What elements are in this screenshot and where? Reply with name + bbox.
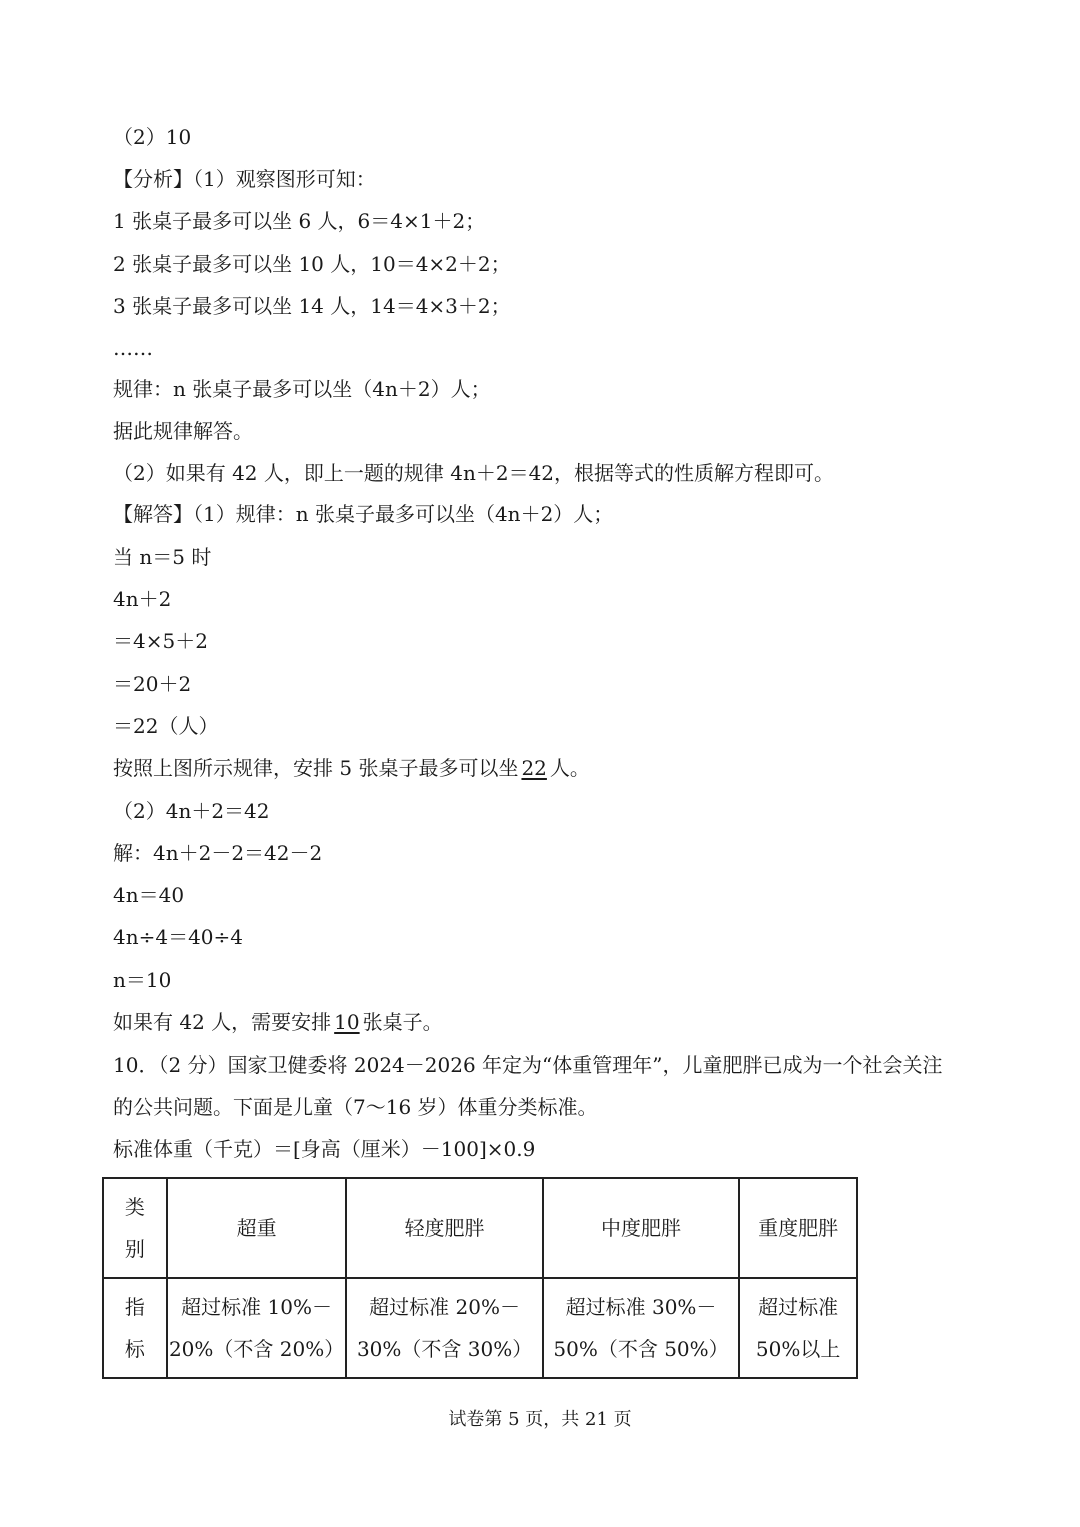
text-line: ……	[113, 336, 153, 360]
table-header-cell: 指 标	[103, 1278, 167, 1378]
text-line: 4n＋2	[113, 587, 172, 611]
text-line: ＝20＋2	[113, 672, 192, 696]
weight-classification-table	[102, 1177, 858, 1379]
indicator-cell: 超过标准 50%以上	[739, 1278, 857, 1378]
text-line: （2）4n＋2＝42	[113, 799, 270, 823]
page-footer: 试卷第 5 页，共 21 页	[448, 1409, 632, 1430]
text-line: 3 张桌子最多可以坐 14 人，14＝4×3＋2；	[113, 294, 511, 318]
answer-blank: 22	[521, 756, 547, 780]
indicator-cell: 超过标准 10%－ 20%（不含 20%）	[167, 1278, 347, 1378]
text-line: （2）如果有 42 人，即上一题的规律 4n＋2＝42，根据等式的性质解方程即可。	[113, 461, 835, 485]
category-cell: 轻度肥胖	[346, 1178, 542, 1278]
answer-text: 张桌子。	[362, 1010, 443, 1034]
text-line: 规律：n 张桌子最多可以坐（4n＋2）人；	[113, 377, 491, 401]
category-cell: 重度肥胖	[739, 1178, 857, 1278]
text-line: ＝22（人）	[113, 714, 219, 738]
category-cell: 中度肥胖	[543, 1178, 739, 1278]
answer-line-1	[113, 754, 590, 782]
solution-heading: 【解答】（1）规律：n 张桌子最多可以坐（4n＋2）人；	[113, 502, 614, 526]
text-line: 4n＝40	[113, 883, 185, 907]
category-cell: 超重	[167, 1178, 347, 1278]
analysis-heading: 【分析】（1）观察图形可知：	[113, 167, 376, 191]
answer-text: 按照上图所示规律，安排 5 张桌子最多可以坐	[113, 756, 519, 780]
answer-line-2	[113, 1008, 443, 1036]
table-header-cell: 类 别	[103, 1178, 167, 1278]
text-line: 解：4n＋2－2＝42－2	[113, 841, 323, 865]
text-line: 4n÷4＝40÷4	[113, 925, 244, 949]
text-line: 2 张桌子最多可以坐 10 人，10＝4×2＋2；	[113, 252, 511, 276]
answer-text: 人。	[549, 756, 590, 780]
answer-blank: 10	[334, 1010, 360, 1034]
indicator-cell: 超过标准 20%－ 30%（不含 30%）	[346, 1278, 542, 1378]
table-row	[103, 1278, 857, 1378]
indicator-cell: 超过标准 30%－ 50%（不含 50%）	[543, 1278, 739, 1378]
formula-line: 标准体重（千克）＝[身高（厘米）－100]×0.9	[113, 1137, 536, 1161]
text-line: ＝4×5＋2	[113, 629, 208, 653]
text-line: 当 n＝5 时	[113, 545, 212, 569]
question-10-line-2: 的公共问题。下面是儿童（7～16 岁）体重分类标准。	[113, 1095, 598, 1119]
text-line: 据此规律解答。	[113, 419, 253, 443]
question-10-line-1: 10．（2 分）国家卫健委将 2024－2026 年定为“体重管理年”，儿童肥胖已成为一个社会关注	[113, 1053, 943, 1077]
text-line: n＝10	[113, 968, 172, 992]
answer-text: 如果有 42 人，需要安排	[113, 1010, 332, 1034]
text-line: （2）10	[113, 125, 192, 149]
table-row	[103, 1178, 857, 1278]
text-line: 1 张桌子最多可以坐 6 人，6＝4×1＋2；	[113, 209, 486, 233]
